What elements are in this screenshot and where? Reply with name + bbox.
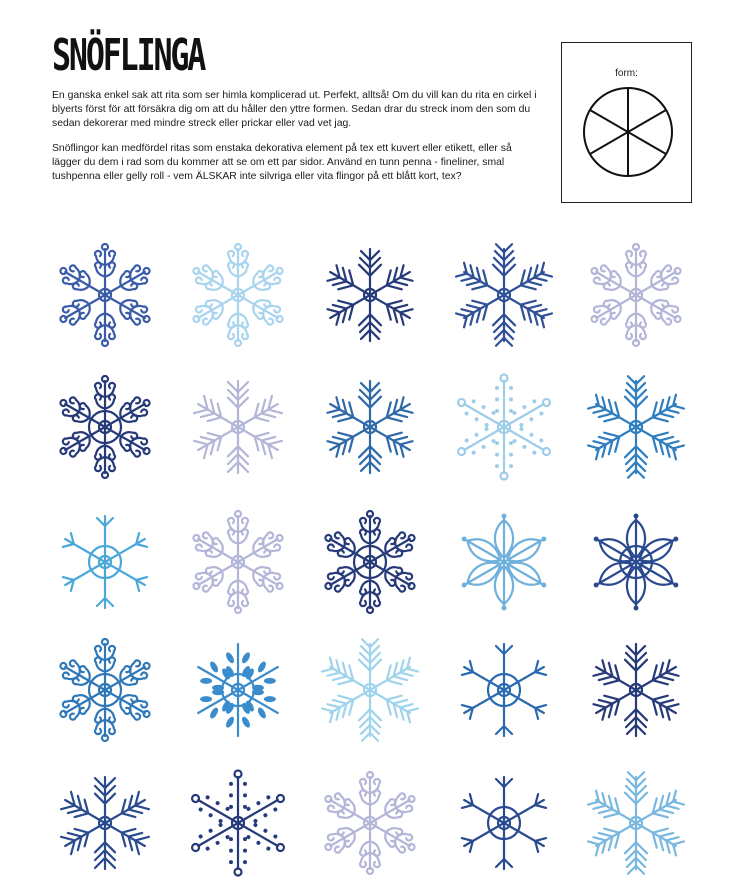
snowflake-5 (587, 244, 685, 346)
snowflake-16 (56, 639, 154, 741)
snowflake-18 (321, 639, 420, 741)
snowflake-17 (191, 644, 284, 736)
snowflake-22 (188, 771, 288, 876)
intro-paragraph-2: Snöflingor kan medfördel ritas som enstaka dekorativa element på tex ett kuvert eller etikett, eller så lägger du dem i rad som du kommer att se om ett par sidor. Använd en tunn penna - fineliner, smal tushpenna eller gelly roll - vem ÄLSKAR inte silvriga eller vita flingor på ett blått kort, tex? (52, 143, 512, 182)
snowflake-14 (457, 514, 550, 611)
snowflake-20 (591, 644, 682, 736)
intro-paragraph-1: En ganska enkel sak att rita som ser himla komplicerad ut. Perfekt, alltså! Om du vill kan du rita en cirkel i blyerts först för att försäkra dig om att du håller den yttre formen. Sedan drar du streck inom den som du sedan dekorerar med mindre streck eller prickar eller vad vet jag. (52, 90, 537, 129)
snowflake-13 (321, 511, 419, 613)
snowflake-6 (56, 376, 154, 478)
form-label: form: (615, 68, 638, 79)
page-title: SNÖFLINGA (52, 30, 205, 81)
snowflake-24 (460, 777, 548, 869)
snowflake-9 (454, 375, 554, 480)
snowflake-19 (460, 644, 548, 736)
snowflake-10 (587, 376, 686, 478)
snowflake-8 (325, 381, 416, 473)
snowflake-7 (193, 381, 283, 473)
snowflake-21 (60, 777, 150, 869)
snowflake-12 (189, 511, 287, 613)
snowflake-15 (589, 514, 682, 611)
snowflake-1 (56, 244, 154, 346)
snowflake-4 (455, 244, 554, 346)
snowflake-25 (587, 772, 686, 874)
snowflake-23 (321, 772, 419, 874)
snowflake-3 (325, 249, 416, 341)
snowflake-2 (189, 244, 287, 346)
snowflake-11 (61, 516, 149, 608)
